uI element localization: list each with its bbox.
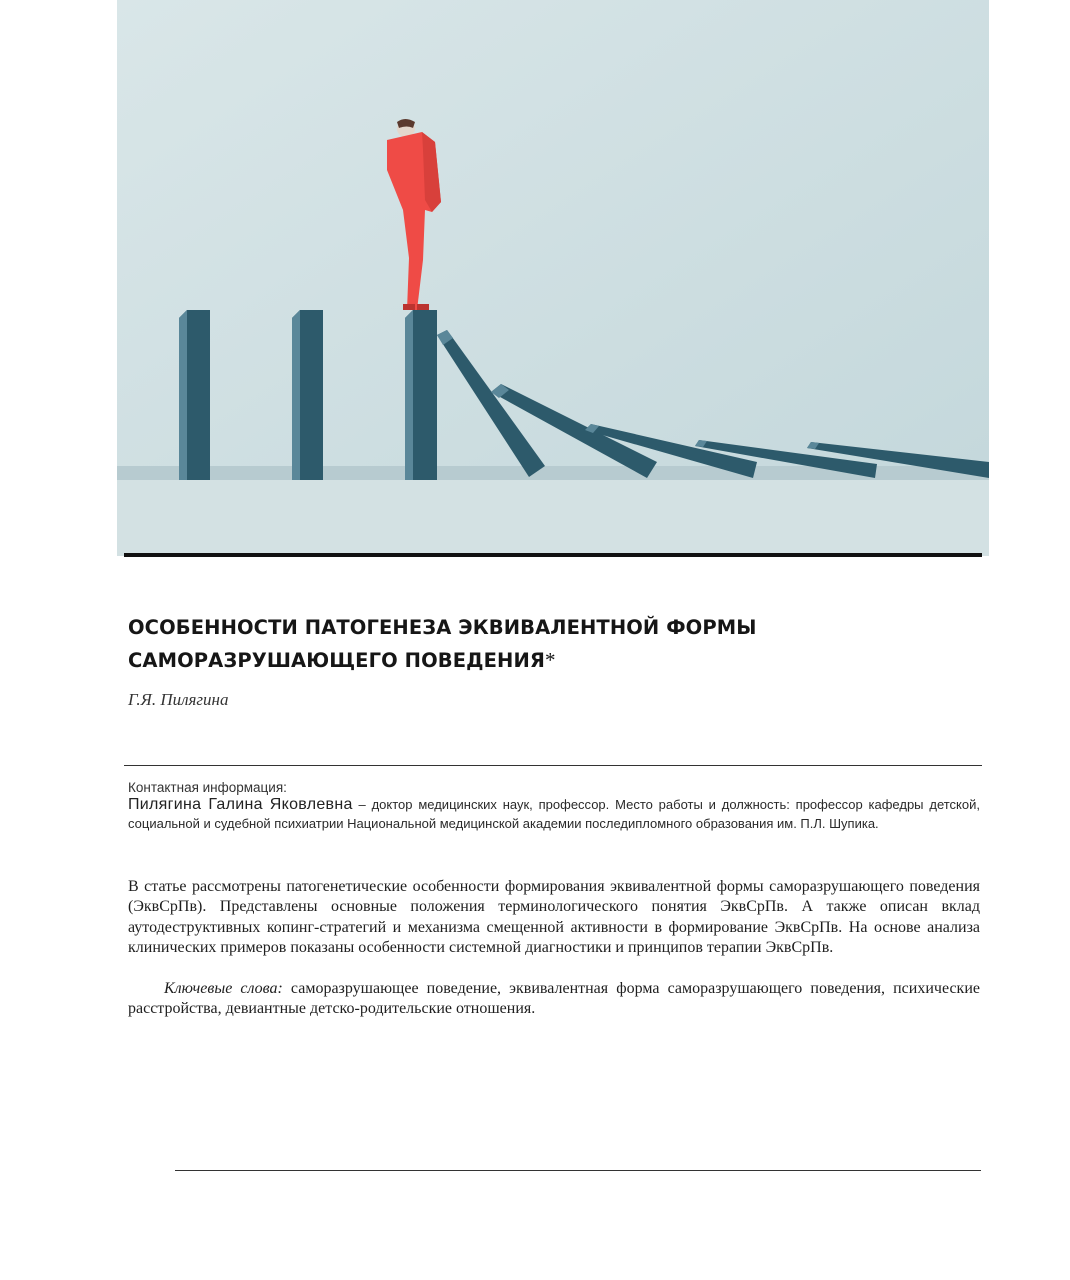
keywords-label: Ключевые слова:: [164, 980, 283, 997]
keywords-text: саморазрушающее поведение, эквивалентная форма саморазрушающего поведения, психические расстройства, девиантные детско-родительские отношения.: [128, 980, 980, 1018]
standing-domino: [405, 310, 437, 480]
contact-name: Пилягина Галина Яковлевна: [128, 796, 353, 813]
standing-domino: [292, 310, 323, 480]
footnote-mark: *: [545, 648, 556, 672]
standing-domino: [179, 310, 210, 480]
contact-info: [128, 779, 980, 833]
contact-divider: [124, 765, 982, 766]
footer-divider: [175, 1170, 981, 1171]
abstract-text: В статье рассмотрены патогенетические особенности формирования эквивалентной формы саморазрушающего поведения (ЭквСрПв). Представлены основные положения терминологического понятия ЭквСрПв. А также описан вклад аутодеструктивных копинг-стратегий и механизма смещенной активности в формирование ЭквСрПв. На основе анализа клинических примеров показаны особенности системной диагностики и принципов терапии ЭквСрПв.: [128, 878, 980, 957]
article-author: Г.Я. Пилягина: [128, 690, 229, 709]
contact-details: – доктор медицинских наук, профессор. Место работы и должность: профессор кафедры детской, социальной и судебной психиатрии Национальной медицинской академии последипломного образования им. П.Л. Шупика.: [128, 797, 980, 831]
article-title-line2: САМОРАЗРУШАЮЩЕГО ПОВЕДЕНИЯ: [128, 649, 546, 672]
contact-body: [128, 796, 980, 833]
illustration-bottom-rule: [124, 553, 982, 557]
keywords: [128, 979, 980, 1020]
article-title-line1: ОСОБЕННОСТИ ПАТОГЕНЕЗА ЭКВИВАЛЕНТНОЙ ФОРМЫ: [128, 616, 757, 639]
contact-label: Контактная информация:: [128, 780, 287, 795]
article-title: [128, 612, 988, 677]
falling-dominoes-illustration: [117, 0, 989, 556]
